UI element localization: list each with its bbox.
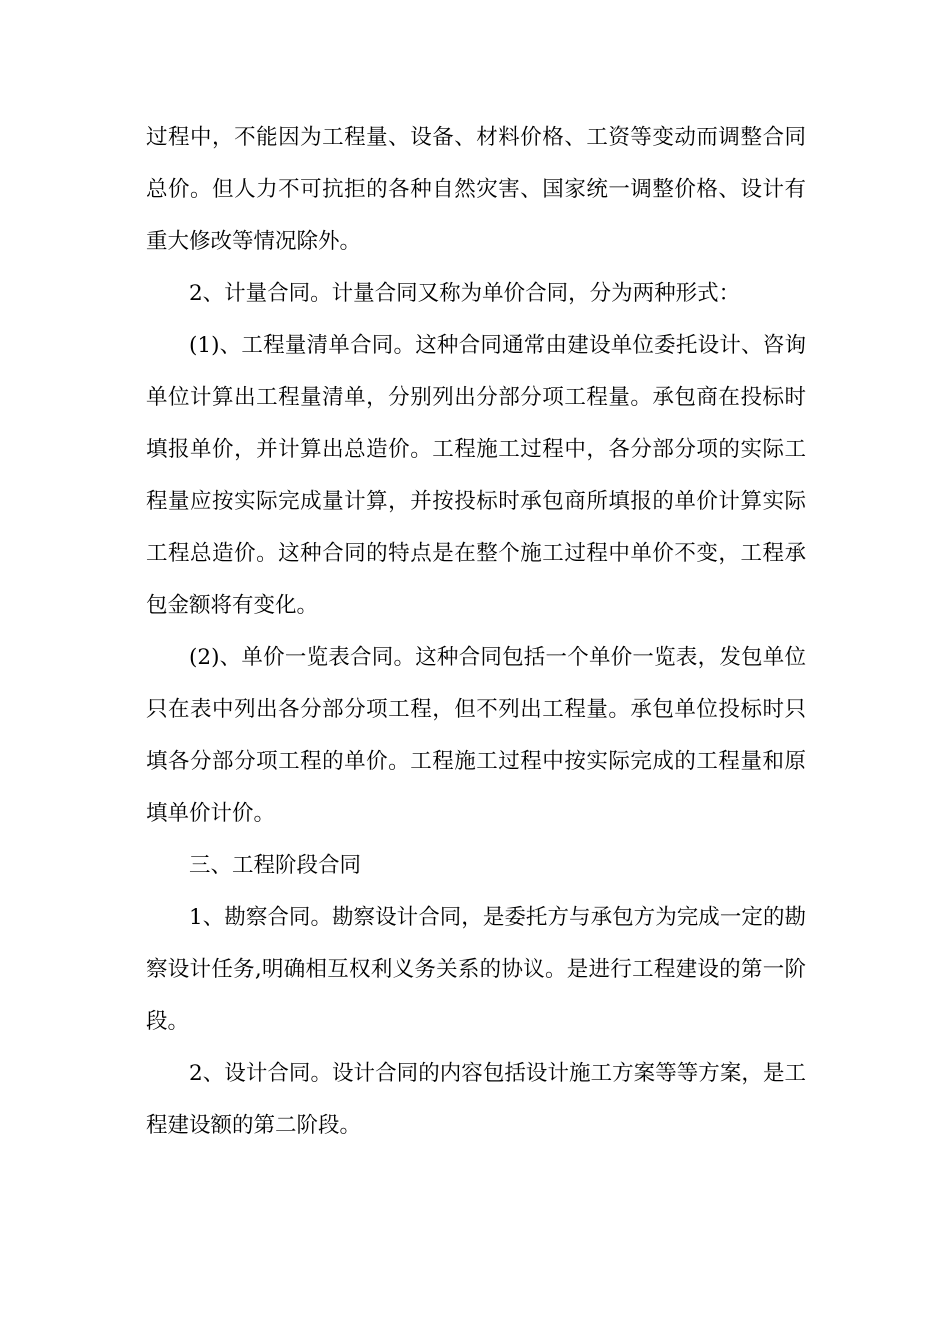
section-heading-stage-contracts: 三、工程阶段合同 xyxy=(189,853,362,878)
paragraph-measurement-contract: 2、计量合同。计量合同又称为单价合同，分为两种形式： xyxy=(189,281,741,306)
paragraph-design-contract: 2、设计合同。设计合同的内容包括设计施工方案等等方案，是工程建设额的第二阶段。 xyxy=(146,1061,806,1138)
paragraph-unit-price-schedule-contract: (2)、单价一览表合同。这种合同包括一个单价一览表，发包单位只在表中列出各分部分项工程，但不列出工程量。承包单位投标时只填各分部分项工程的单价。工程施工过程中按实际完成的工程量和原填单价计价。 xyxy=(146,645,806,826)
document-body xyxy=(146,112,806,1152)
paragraph-survey-contract: 1、勘察合同。勘察设计合同，是委托方与承包方为完成一定的勘察设计任务,明确相互权利义务关系的协议。是进行工程建设的第一阶段。 xyxy=(146,905,806,1034)
paragraph-bill-of-quantities-contract: (1)、工程量清单合同。这种合同通常由建设单位委托设计、咨询单位计算出工程量清单，分别列出分部分项工程量。承包商在投标时填报单价，并计算出总造价。工程施工过程中，各分部分项的实际工程量应按实际完成量计算，并按投标时承包商所填报的单价计算实际工程总造价。这种合同的特点是在整个施工过程中单价不变，工程承包金额将有变化。 xyxy=(146,333,806,618)
paragraph-continued-contract-price: 过程中，不能因为工程量、设备、材料价格、工资等变动而调整合同总价。但人力不可抗拒的各种自然灾害、国家统一调整价格、设计有重大修改等情况除外。 xyxy=(146,125,806,254)
